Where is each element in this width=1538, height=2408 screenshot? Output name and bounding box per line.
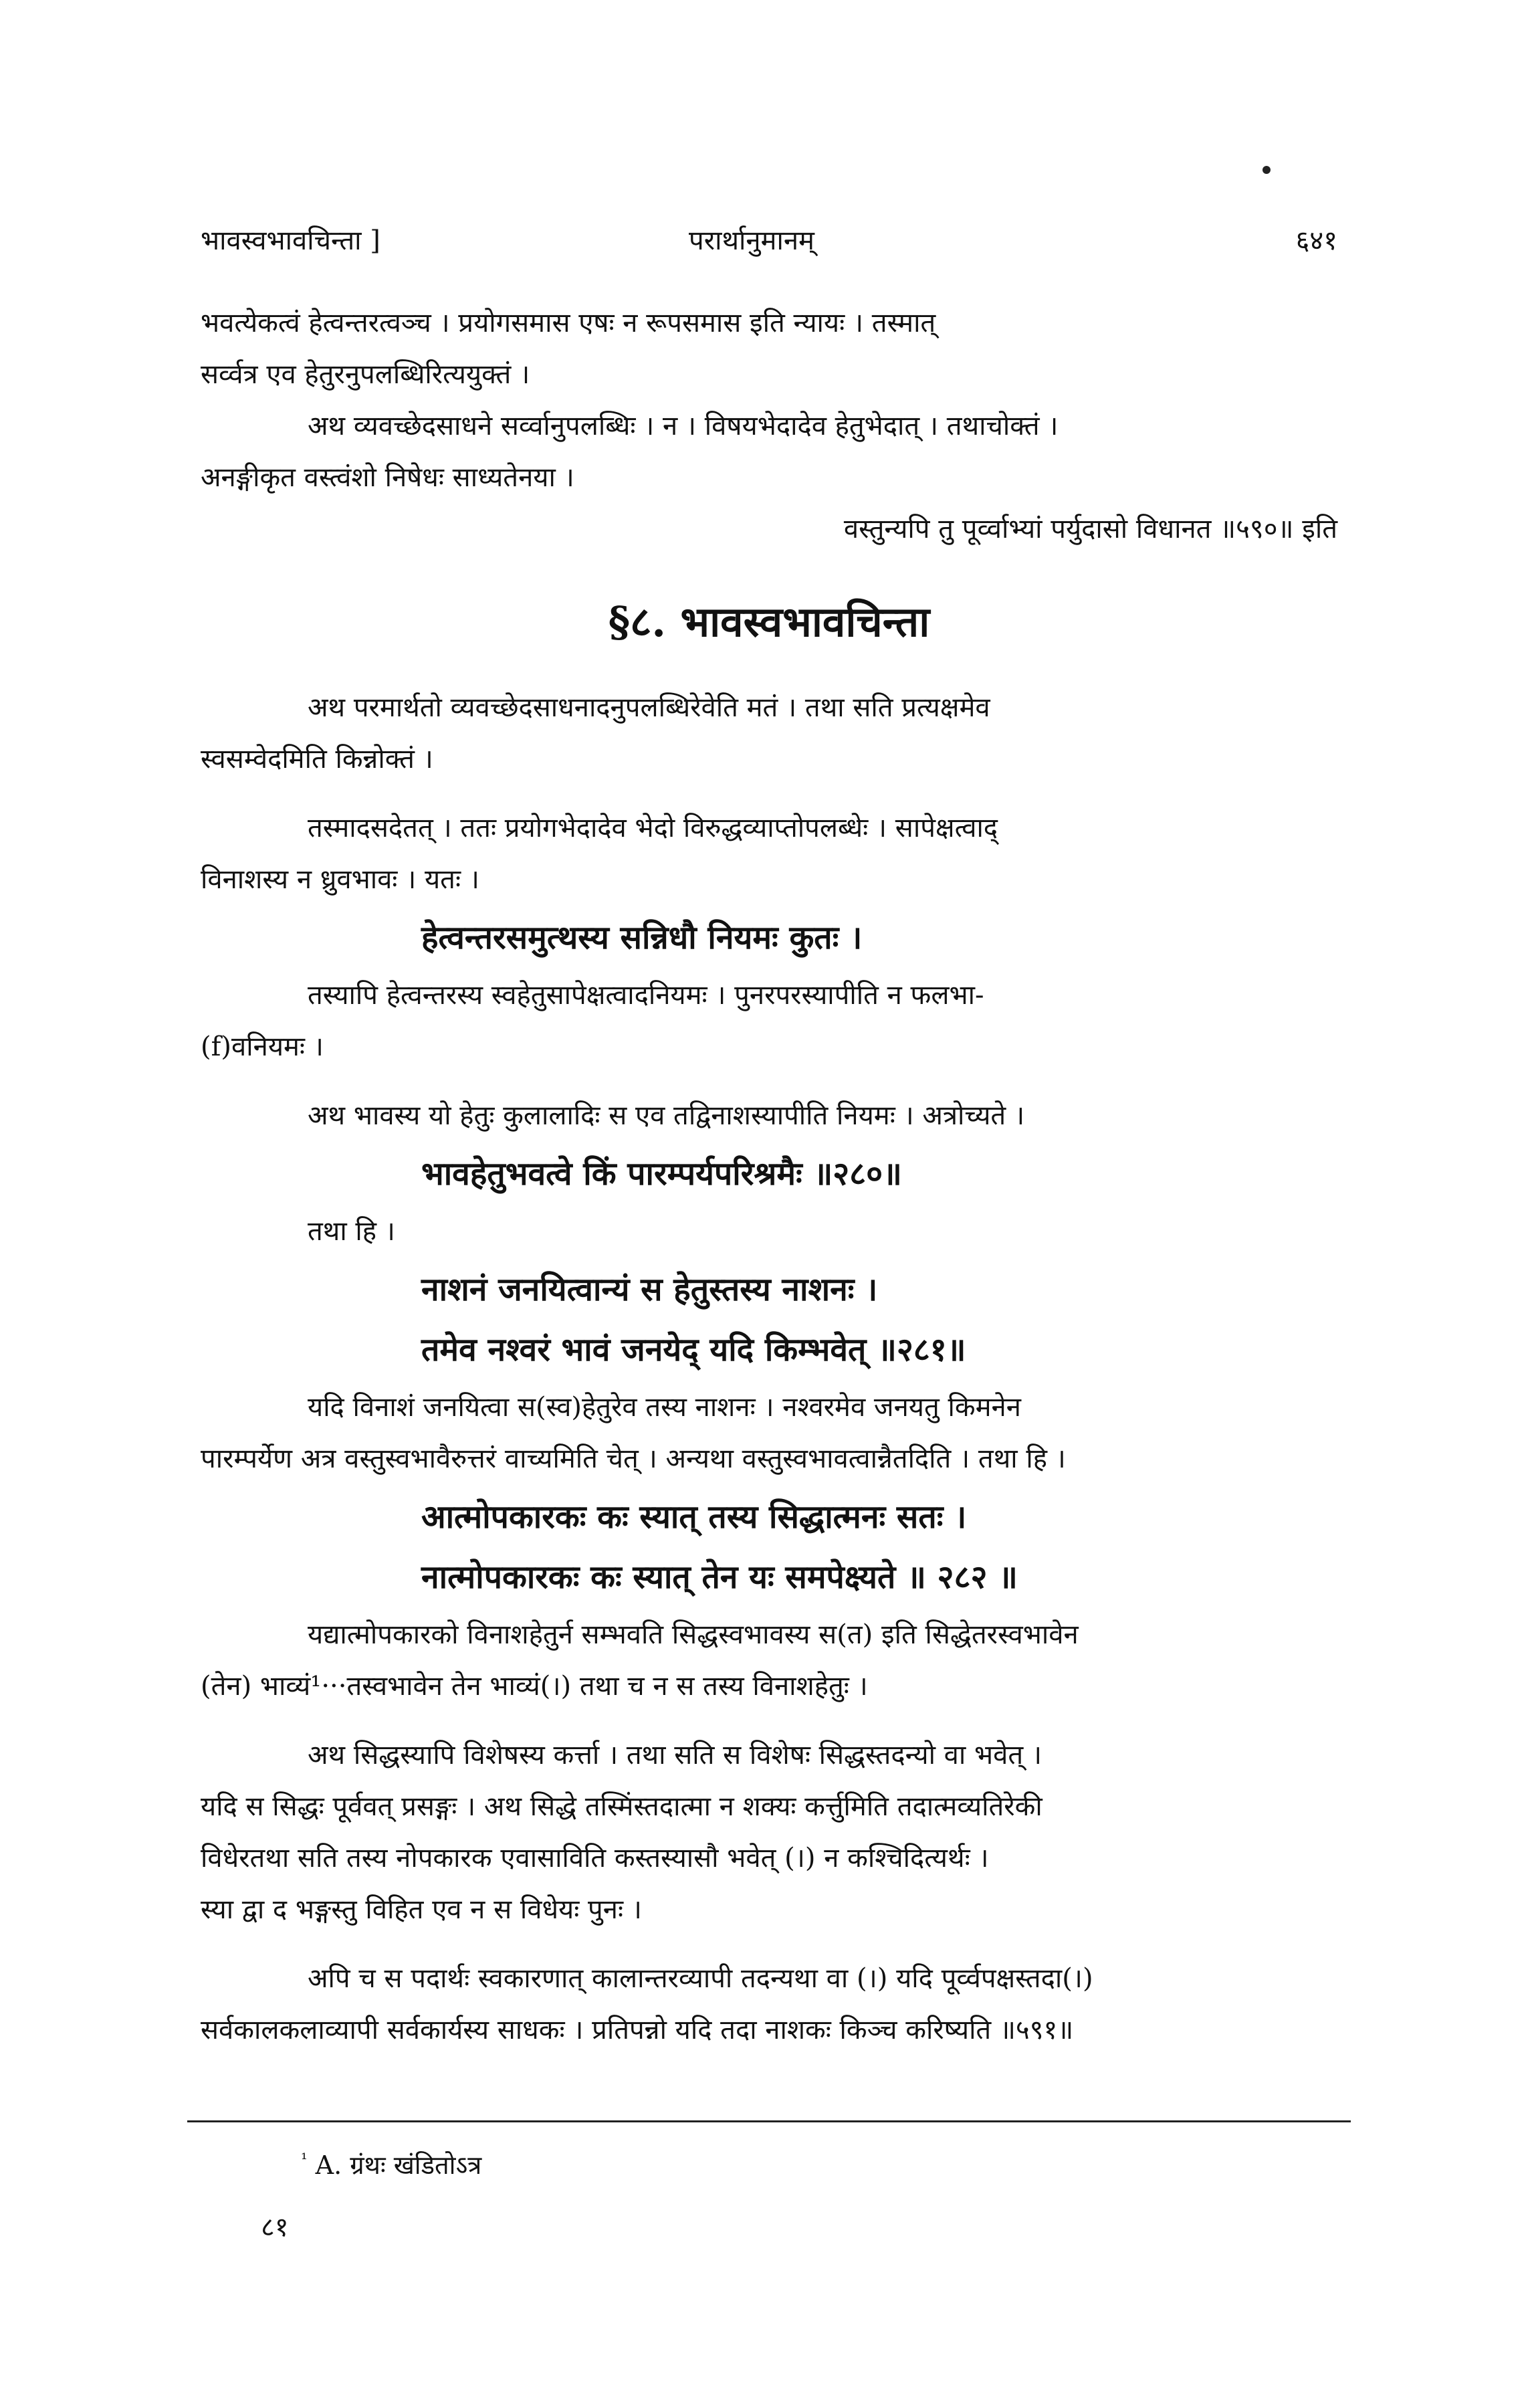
text-line: सर्वकालकलाव्यापी सर्वकार्यस्य साधकः । प्रतिपन्नो यदि तदा नाशकः किञ्च करिष्यति ॥५९१॥	[201, 2015, 1074, 2045]
text-line: तस्मादसदेतत् । ततः प्रयोगभेदादेव भेदो विरुद्धव्याप्तोपलब्धेः । सापेक्षत्वाद्	[308, 813, 998, 843]
text-line: अथ भावस्य यो हेतुः कुलालादिः स एव तद्विनाशस्यापीति नियमः । अत्रोच्यते ।	[308, 1100, 1025, 1131]
text-line: अपि च स पदार्थः स्वकारणात् कालान्तरव्यापी तदन्यथा वा (।) यदि पूर्व्वपक्षस्तदा(।)	[308, 1963, 1093, 1994]
text-line: (तेन) भाव्यं¹···तस्वभावेन तेन भाव्यं(।) तथा च न स तस्य विनाशहेतुः ।	[201, 1671, 868, 1702]
text-line: यदि विनाशं जनयित्वा स(स्व)हेतुरेव तस्य नाशनः । नश्वरमेव जनयतु किमनेन	[308, 1392, 1021, 1423]
text-line: तस्यापि हेत्वन्तरस्य स्वहेतुसापेक्षत्वादनियमः । पुनरपरस्यापीति न फलभा-	[308, 980, 984, 1011]
text-line: स्या द्वा द भङ्गस्तु विहित एव न स विधेयः पुनः ।	[201, 1894, 642, 1925]
text-line: अनङ्गीकृत वस्त्वंशो निषेधः साध्यतेनया ।	[201, 462, 574, 493]
verse-line: आत्मोपकारकः कः स्यात् तस्य सिद्धात्मनः सतः ।	[421, 1498, 967, 1536]
header-center-title: परार्थानुमानम्	[689, 225, 814, 256]
text-line: अथ व्यवच्छेदसाधने सर्व्वानुपलब्धिः । न । विषयभेदादेव हेतुभेदात् । तथाचोक्तं ।	[308, 411, 1059, 441]
text-line: विधेरतथा सति तस्य नोपकारक एवासाविति कस्तस्यासौ भवेत् (।) न कश्चिदित्यर्थः ।	[201, 1843, 989, 1874]
footnote-rule	[187, 2120, 1351, 2122]
text-line: सर्व्वत्र एव हेतुरनुपलब्धिरित्ययुक्तं ।	[201, 359, 530, 390]
verse-line: हेत्वन्तरसमुत्थस्य सन्निधौ नियमः कुतः ।	[421, 919, 863, 957]
verse-line: नाशनं जनयित्वान्यं स हेतुस्तस्य नाशनः ।	[421, 1271, 878, 1308]
text-line: पारम्पर्येण अत्र वस्तुस्वभावैरुत्तरं वाच्यमिति चेत् । अन्यथा वस्तुस्वभावत्वान्नैतदिति । तथा हि ।	[201, 1443, 1066, 1474]
text-line: यद्यात्मोपकारको विनाशहेतुर्न सम्भवति सिद्धस्वभावस्य स(त) इति सिद्धेतरस्वभावेन	[308, 1619, 1079, 1650]
ink-dot	[1262, 166, 1271, 174]
text-line: विनाशस्य न ध्रुवभावः । यतः ।	[201, 864, 479, 895]
text-line: अथ सिद्धस्यापि विशेषस्य कर्त्ता । तथा सति स विशेषः सिद्धस्तदन्यो वा भवेत् ।	[308, 1740, 1042, 1771]
main-text	[201, 298, 1337, 2056]
running-header	[201, 221, 1337, 268]
footnote-marker: ¹	[301, 2150, 308, 2169]
text-line: अथ परमार्थतो व्यवच्छेदसाधनादनुपलब्धिरेवेति मतं । तथा सति प्रत्यक्षमेव	[308, 692, 990, 723]
text-line: भवत्येकत्वं हेत्वन्तरत्वञ्च । प्रयोगसमास एषः न रूपसमास इति न्यायः । तस्मात्	[201, 308, 936, 338]
footnote	[301, 2147, 481, 2182]
text-line: यदि स सिद्धः पूर्ववत् प्रसङ्गः । अथ सिद्धे तस्मिंस्तदात्मा न शक्यः कर्त्तुमिति तदात्मव्यतिरेकी	[201, 1791, 1042, 1822]
footnote-text: A. ग्रंथः खंडितोऽत्र	[315, 2150, 482, 2180]
page-number: ६४१	[1295, 225, 1337, 256]
verse-line: भावहेतुभवत्वे किं पारम्पर्यपरिश्रमैः ॥२८०॥	[421, 1155, 902, 1193]
verse-line: तमेव नश्वरं भावं जनयेद् यदि किम्भवेत् ॥२८१॥	[421, 1331, 966, 1369]
signature-mark: ८१	[261, 2212, 289, 2243]
text-line: (f)वनियमः ।	[201, 1031, 324, 1062]
header-left-title: भावस्वभावचिन्ता ]	[201, 225, 380, 256]
text-line: वस्तुन्यपि तु पूर्व्वाभ्यां पर्युदासो विधानत ॥५९०॥ इति	[843, 514, 1337, 544]
verse-line: नात्मोपकारकः कः स्यात् तेन यः समपेक्ष्यते ॥ २८२ ॥	[421, 1559, 1018, 1596]
section-heading: §८. भावस्वभावचिन्ता	[608, 597, 930, 646]
text-line: स्वसम्वेदमिति किन्नोक्तं ।	[201, 744, 433, 775]
text-line: तथा हि ।	[308, 1216, 395, 1247]
